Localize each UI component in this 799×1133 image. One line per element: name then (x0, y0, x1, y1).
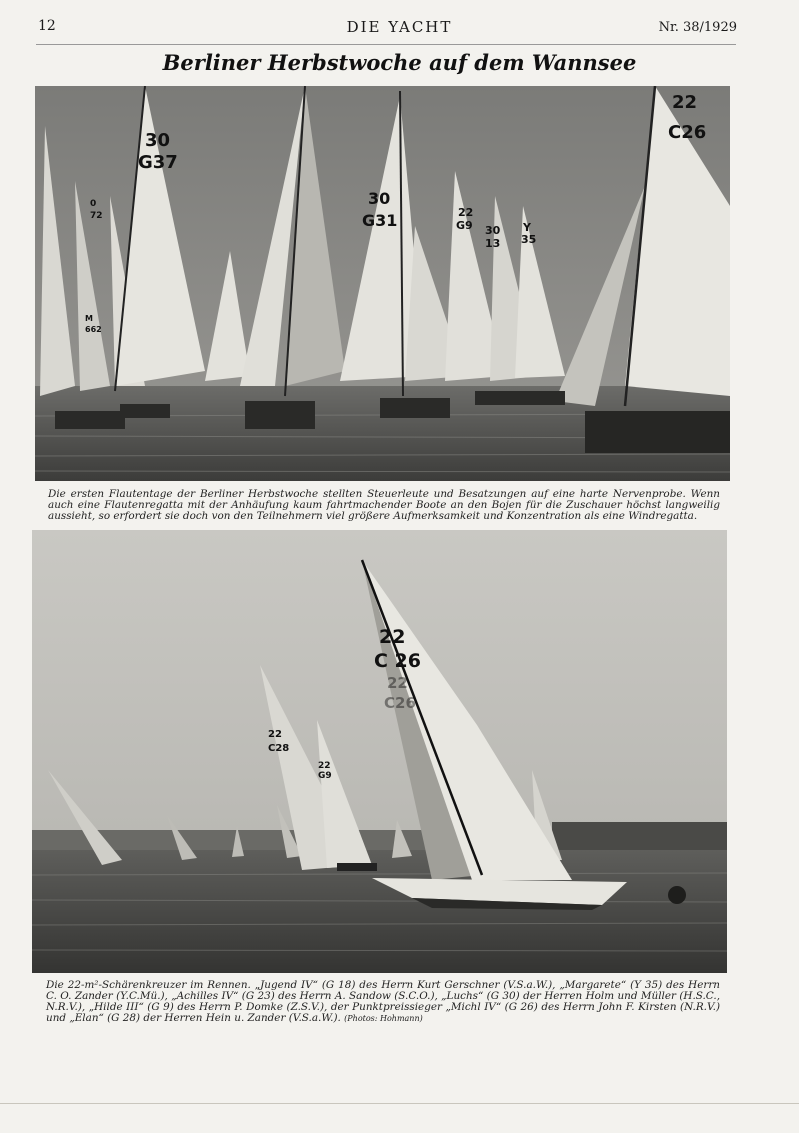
caption-bottom-text: Die 22-m²-Schärenkreuzer im Rennen. „Jugend IV“ (G 18) des Herrn Kurt Gerschner (V.S.a.W.), „Margarete“ (Y 35) des Herrn C. O. Zander (Y.C.Mü.), „Achilles IV“ (G 23) des Herrn A. Sandow (S.C.O.), „Luchs“ (G 30) der Herren Holm und Müller (H.S.C., N.R.V.), „Hilde III“ (G 9) des Herrn P. Domke (Z.S.V.), der Punktpreissieger „Michl IV“ (G 26) des Herrn John F. Kirsten (N.R.V.) und „Elan“ (G 28) der Herren Hein u. Zander (V.S.a.W.). (46, 979, 720, 1024)
article-headline: Berliner Herbstwoche auf dem Wannsee (162, 50, 637, 75)
svg-text:30: 30 (485, 224, 501, 237)
caption-top: Die ersten Flautentage der Berliner Herbstwoche stellten Steuerleute und Besatzungen auf eine harte Nervenprobe. Wenn auch eine Flautenregatta mit der Anhäufung kaum fahrtmachender Boote an den Bojen für die Zuschauer höchst langweilig aussieht, so erfordert sie doch von den Teilnehmern viel größere Aufmerksamkeit und Konzentration als eine Windregatta. (48, 488, 720, 522)
svg-text:30: 30 (145, 130, 171, 151)
svg-text:22: 22 (318, 761, 331, 771)
regatta-photo-top (35, 86, 730, 481)
svg-text:30: 30 (368, 189, 391, 208)
svg-text:35: 35 (521, 233, 537, 246)
svg-text:G9: G9 (456, 219, 473, 232)
regatta-photo-bottom (32, 530, 727, 973)
svg-text:C26: C26 (668, 122, 707, 143)
svg-text:C 26: C 26 (374, 650, 421, 672)
photo-credit: (Photos: Hohmann) (344, 1014, 423, 1023)
svg-text:G9: G9 (318, 771, 332, 781)
svg-text:22: 22 (387, 674, 408, 692)
svg-text:22: 22 (672, 92, 698, 113)
svg-text:M: M (85, 314, 93, 323)
svg-text:0: 0 (90, 199, 97, 209)
page-edge (0, 1103, 799, 1104)
svg-text:662: 662 (85, 325, 102, 334)
magazine-title: DIE YACHT (346, 18, 453, 36)
svg-text:72: 72 (90, 211, 103, 221)
page-header (0, 14, 799, 44)
svg-text:C26: C26 (384, 694, 416, 712)
issue-number: Nr. 38/1929 (658, 20, 737, 35)
svg-text:G37: G37 (138, 152, 178, 173)
caption-bottom (46, 980, 720, 1024)
svg-text:Y: Y (523, 221, 531, 234)
svg-text:22: 22 (268, 729, 282, 740)
svg-text:13: 13 (485, 237, 501, 250)
svg-text:C28: C28 (268, 743, 290, 754)
svg-text:G31: G31 (362, 211, 398, 230)
svg-text:22: 22 (458, 206, 474, 219)
page-number: 12 (38, 18, 56, 34)
svg-text:22: 22 (379, 626, 406, 648)
header-rule (36, 44, 736, 45)
